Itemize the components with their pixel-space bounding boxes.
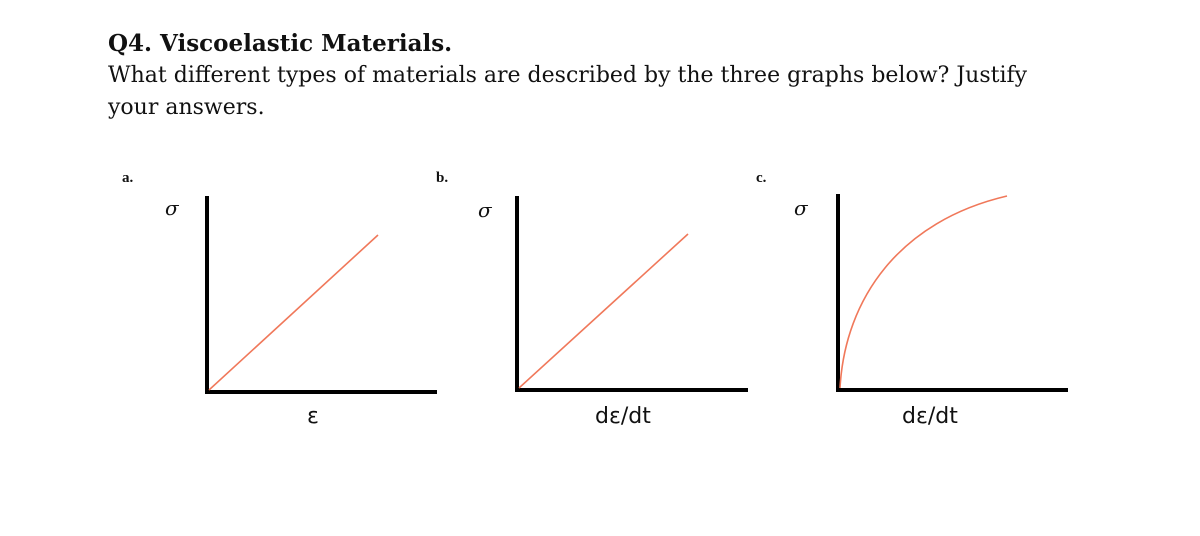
graph-c-y-label: σ xyxy=(794,196,808,220)
question-text: What different types of materials are described by the three graphs below? Justify your answers. xyxy=(108,63,1028,120)
graph-b xyxy=(515,196,748,390)
graph-a xyxy=(205,196,437,392)
graph-a-x-label: ε xyxy=(307,404,319,429)
question-title: Q4. Viscoelastic Materials. xyxy=(108,30,453,57)
graph-c xyxy=(836,194,1068,390)
graph-a-y-label: σ xyxy=(165,196,179,220)
graph-b-x-label: dε/dt xyxy=(595,404,651,429)
graph-a-curve xyxy=(209,235,378,390)
graph-a-label: a. xyxy=(122,170,134,186)
graph-c-curve xyxy=(840,196,1007,388)
graph-b-label: b. xyxy=(436,170,449,186)
graph-b-y-label: σ xyxy=(478,198,492,222)
graph-b-curve xyxy=(519,234,688,388)
graph-c-x-label: dε/dt xyxy=(902,404,958,429)
graph-c-label: c. xyxy=(756,170,767,186)
